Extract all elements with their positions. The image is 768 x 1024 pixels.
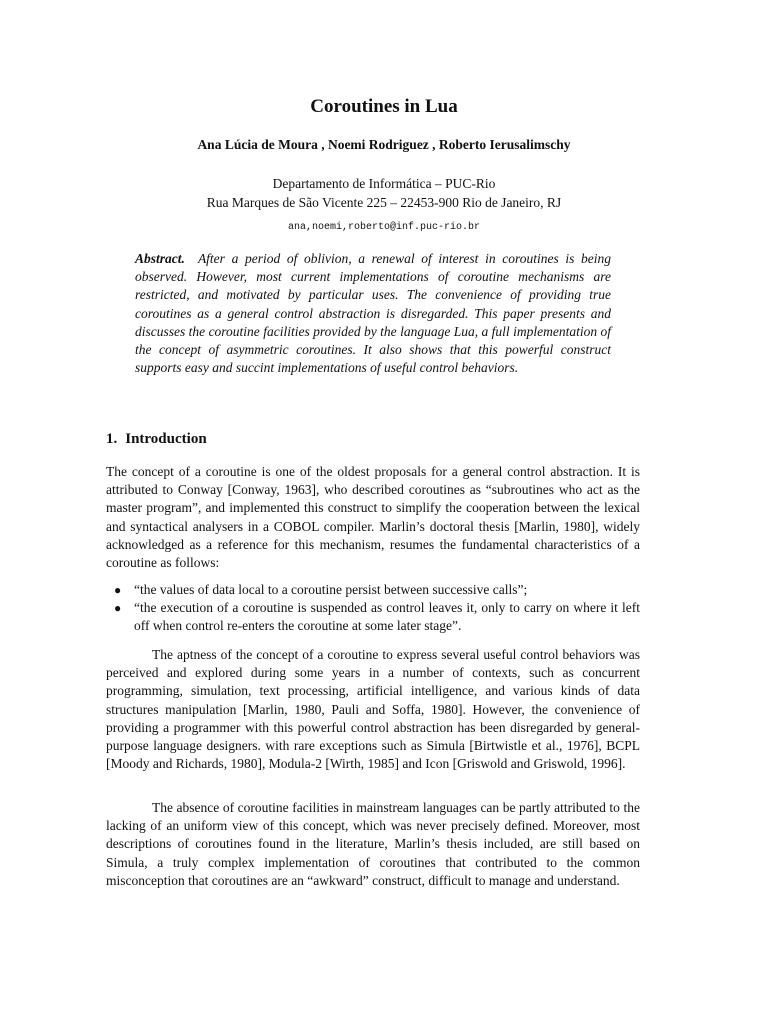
section-number: 1. (106, 431, 118, 447)
affiliation-address: Rua Marques de São Vicente 225 – 22453-900 Rio de Janeiro, RJ (206, 195, 562, 210)
list-item-text: “the execution of a coroutine is suspended as control leaves it, only to carry on where it left off when control re-enters the coroutine at some later stage”. (134, 600, 640, 634)
bullet-icon: ● (114, 601, 122, 616)
list-item (106, 599, 640, 635)
paper-title: Coroutines in Lua (310, 96, 458, 117)
abstract-label: Abstract. (135, 251, 185, 266)
characteristics-list (106, 581, 640, 636)
author-emails: ana,noemi,roberto@inf.puc-rio.br (287, 222, 481, 233)
section-title: Introduction (125, 431, 207, 447)
intro-paragraph-3: The absence of coroutine facilities in mainstream languages can be partly attributed to the lacking of an uniform view of this concept, which was never precisely defined. Moreover, most descriptions of coroutines found in the literature, Marlin’s thesis included, are still based on Simula, a truly complex implementation of coroutines that contributed to the common misconception that coroutines are an “awkward” construct, difficult to manage and understand. (106, 800, 640, 888)
affiliation-department: Departamento de Informática – PUC-Rio (272, 176, 496, 191)
intro-paragraph-2: The aptness of the concept of a coroutine to express several useful control behaviors was perceived and explored during some years in a number of contexts, such as concurrent programming, simulation, text processing, artificial intelligence, and various kinds of data structures manipulation [Marlin, 1980, Pauli and Soffa, 1980]. However, the convenience of providing a programmer with this powerful control abstraction has been disregarded by general-purpose language designers. with rare exceptions such as Simula [Birtwistle et al., 1976], BCPL [Moody and Richards, 1980], Modula-2 [Wirth, 1985] and Icon [Griswold and Griswold, 1996]. (106, 647, 640, 772)
list-item (106, 581, 640, 599)
intro-paragraph-1: The concept of a coroutine is one of the oldest proposals for a general control abstraction. It is attributed to Conway [Conway, 1963], who described coroutines as “subroutines who act as the master program”, and implemented this construct to simplify the cooperation between the lexical and syntactical analysers in a COBOL compiler. Marlin’s doctoral thesis [Marlin, 1980], widely acknowledged as a reference for this mechanism, resumes the fundamental characteristics of a coroutine as follows: (106, 464, 640, 571)
bullet-icon: ● (114, 583, 122, 597)
author-list: Ana Lúcia de Moura , Noemi Rodriguez , Roberto Ierusalimschy (197, 137, 571, 152)
affiliation-block (0, 174, 768, 212)
section-heading (106, 431, 207, 448)
abstract (135, 250, 611, 377)
list-item-text: “the values of data local to a coroutine persist between successive calls”; (134, 582, 528, 597)
abstract-text: After a period of oblivion, a renewal of interest in coroutines is being observed. However, most current implementations of coroutine mechanisms are restricted, and motivated by particular uses. The convenience of providing true coroutines as a general control abstraction is disregarded. This paper presents and discusses the coroutine facilities provided by the language Lua, a full implementation of the concept of asymmetric coroutines. It also shows that this powerful construct supports easy and succint implementations of useful control behaviors. (135, 251, 611, 376)
